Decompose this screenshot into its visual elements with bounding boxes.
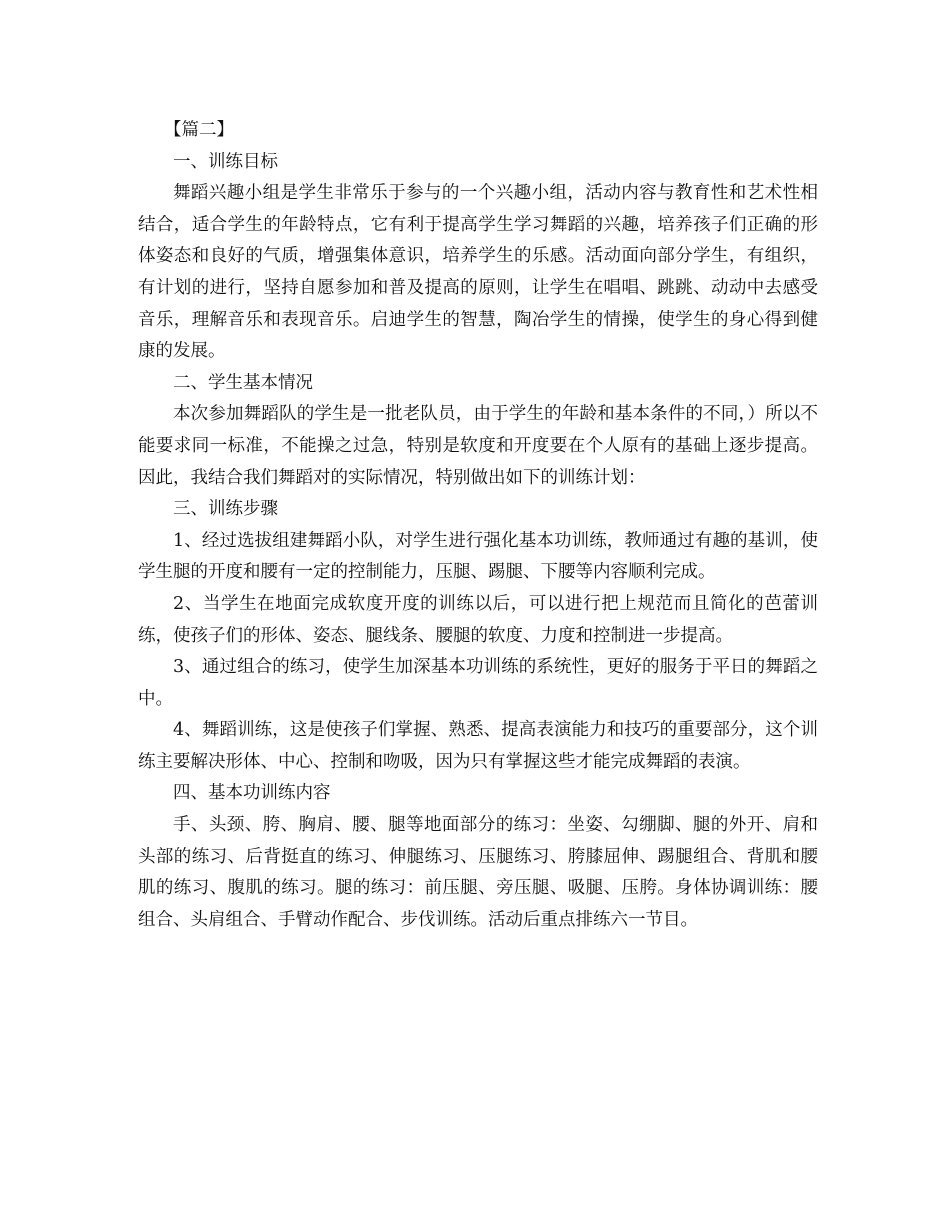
section-heading-content: 四、基本功训练内容 (173, 783, 331, 804)
section-heading-goals: 一、训练目标 (173, 151, 278, 172)
paragraph-step-1: 1、经过选拔组建舞蹈小队，对学生进行强化基本功训练，教师通过有趣的基训，使学生腿的开度和腰有一定的控制能力，压腿、踢腿、下腰等内容顺利完成。 (138, 530, 818, 583)
section-heading-steps: 三、训练步骤 (173, 499, 278, 520)
paragraph-step-4: 4、舞蹈训练，这是使孩子们掌握、熟悉、提高表演能力和技巧的重要部分，这个训练主要解决形体、中心、控制和吻吸，因为只有掌握这些才能完成舞蹈的表演。 (138, 720, 818, 772)
paragraph-content: 手、头颈、胯、胸肩、腰、腿等地面部分的练习：坐姿、勾绷脚、腿的外开、肩和头部的练习、后背挺直的练习、伸腿练习、压腿练习、胯膝屈伸、踢腿组合、背肌和腰肌的练习、腹肌的练习。腿的练习：前压腿、旁压腿、吸腿、压胯。身体协调训练：腰组合、头肩组合、手臂动作配合、步伐训练。活动后重点排练六一节目。 (138, 815, 818, 930)
section-heading-students: 二、学生基本情况 (173, 372, 313, 393)
paragraph-step-2: 2、当学生在地面完成软度开度的训练以后，可以进行把上规范而且简化的芭蕾训练，使孩子们的形体、姿态、腿线条、腰腿的软度、力度和控制进一步提高。 (138, 593, 818, 646)
paragraph-students: 本次参加舞蹈队的学生是一批老队员，由于学生的年龄和基本条件的不同，）所以不能要求同一标准，不能操之过急，特别是软度和开度要在个人原有的基础上逐步提高。因此，我结合我们舞蹈对的实际情况，特别做出如下的训练计划： (138, 404, 818, 488)
paragraph-step-3: 3、通过组合的练习，使学生加深基本功训练的系统性，更好的服务于平日的舞蹈之中。 (138, 657, 818, 709)
document-title: 【篇二】 (164, 120, 234, 140)
paragraph-goals: 舞蹈兴趣小组是学生非常乐于参与的一个兴趣小组，活动内容与教育性和艺术性相结合，适合学生的年龄特点，它有利于提高学生学习舞蹈的兴趣，培养孩子们正确的形体姿态和良好的气质，增强集体意识，培养学生的乐感。活动面向部分学生，有组织，有计划的进行，坚持自愿参加和普及提高的原则，让学生在唱唱、跳跳、动动中去感受音乐，理解音乐和表现音乐。启迪学生的智慧，陶冶学生的情操，使学生的身心得到健康的发展。 (138, 183, 818, 362)
document-page (138, 115, 818, 936)
